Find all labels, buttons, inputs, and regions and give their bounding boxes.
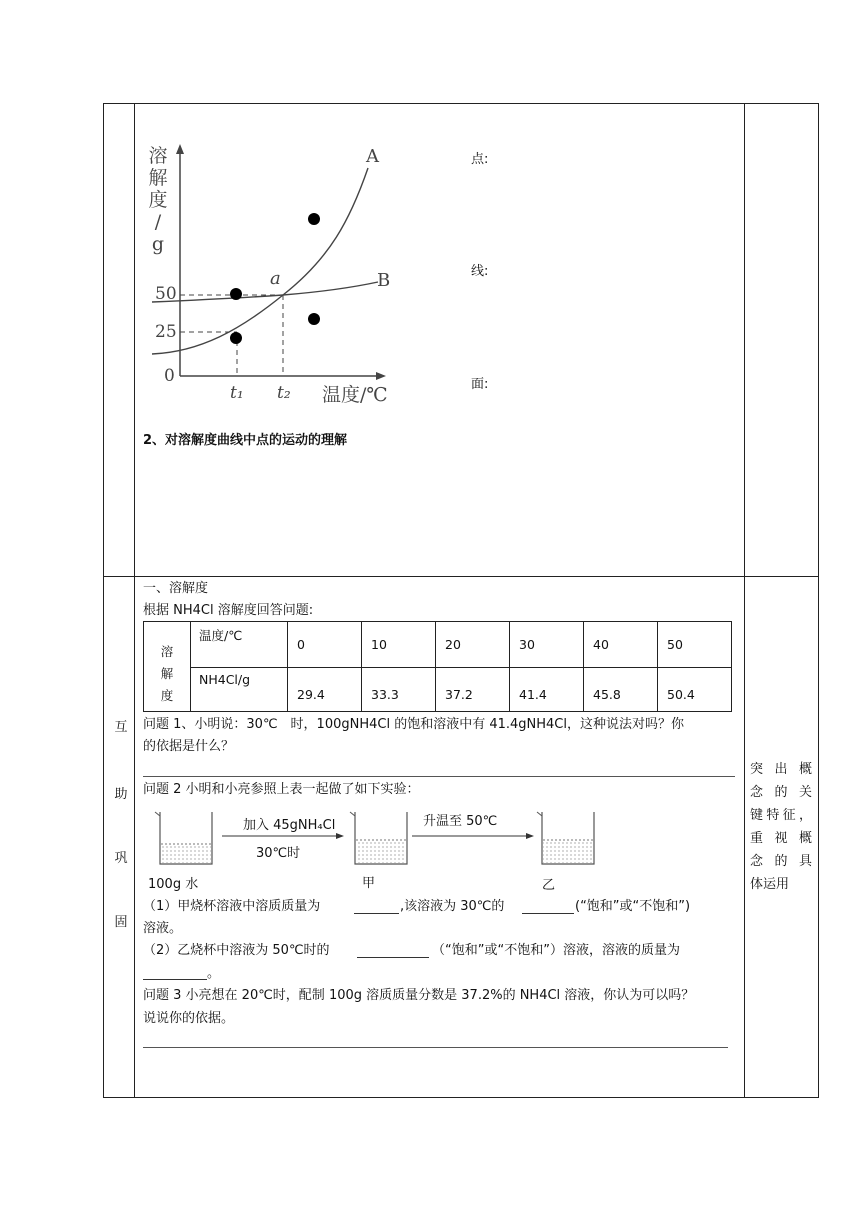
sub1-part-a: （1）甲烧杯溶液中溶质质量为: [143, 899, 321, 914]
left-label-char: 固: [114, 915, 128, 930]
table-top-border: [103, 103, 819, 104]
value-cell: 33.3: [362, 668, 436, 712]
sub1-part-d: 溶液。: [143, 921, 183, 936]
beaker-water: [155, 812, 212, 864]
side-note-line: 重 视 概: [750, 831, 812, 846]
y-tick-25: 25: [155, 322, 177, 342]
side-note-line: 键特征，: [750, 808, 812, 823]
sub2-part-b: （“饱和”或“不饱和”）溶液，溶液的质量为: [432, 943, 680, 958]
q1-line2: 的依据是什么？: [143, 739, 235, 754]
temp-cell: 30: [510, 622, 584, 668]
ylabel-char: 度: [148, 189, 168, 211]
table-left-border: [103, 103, 104, 1098]
value-cell: 37.2: [436, 668, 510, 712]
graph-xlabel: 温度/℃: [322, 384, 388, 406]
add-nh4cl-label: 加入 45gNH₄Cl: [243, 818, 336, 833]
left-label-char: 巩: [114, 851, 128, 866]
curve-b-label: B: [377, 270, 391, 291]
table-bottom-border: [103, 1097, 819, 1098]
y-tick-50: 50: [155, 284, 177, 304]
value-cell: 50.4: [658, 668, 732, 712]
row-header-cell: [144, 622, 191, 712]
q3-line2: 说说你的依据。: [143, 1011, 235, 1026]
note-line: 线:: [471, 264, 489, 279]
q2-line: 问题 2 小明和小亮参照上表一起做了如下实验：: [143, 782, 420, 797]
table-col-divider-2: [744, 103, 745, 1098]
sol-label-cell: NH4Cl/g: [191, 668, 288, 712]
row-header-char: 度: [160, 687, 174, 703]
temp-cell: 20: [436, 622, 510, 668]
dot: [230, 288, 242, 300]
temp-cell: 10: [362, 622, 436, 668]
ylabel-char: g: [151, 233, 165, 255]
sub1-part-c: (“饱和”或“不饱和”): [575, 899, 691, 914]
q3-line1: 问题 3 小亮想在 20℃时，配制 100g 溶质质量分数是 37.2%的 NH4Cl 溶液，你认为可以吗？: [143, 988, 695, 1003]
point-a-label: a: [270, 268, 281, 289]
temp-cell: 0: [288, 622, 362, 668]
row-header-char: 解: [160, 665, 174, 681]
section1-heading: 一、溶解度: [143, 581, 209, 596]
q1-line1: 问题 1、小明说：30℃ 时，100gNH4Cl 的饱和溶液中有 41.4gNH4Cl，这种说法对吗？你: [143, 717, 684, 732]
dot: [308, 213, 320, 225]
x-tick-t2: t₂: [277, 383, 291, 403]
graph-ylabel: [147, 145, 169, 255]
sub1-part-b: ,该溶液为 30℃的: [400, 899, 505, 914]
section2-heading: 2、对溶解度曲线中点的运动的理解: [143, 433, 348, 448]
left-label-char: 互: [114, 720, 128, 735]
sub1-blank-1[interactable]: [354, 912, 399, 914]
left-label: [112, 716, 130, 930]
ylabel-char: 解: [148, 167, 168, 189]
dot: [308, 313, 320, 325]
water-label: 100g 水: [148, 877, 199, 892]
temp-label-cell: 温度/℃: [191, 622, 288, 668]
curve-b: [152, 282, 378, 302]
table-right-border: [818, 103, 819, 1098]
value-cell: 45.8: [584, 668, 658, 712]
left-label-char: 助: [114, 787, 128, 802]
table-mid-border: [103, 576, 819, 577]
table-intro: 根据 NH4Cl 溶解度回答问题:: [143, 603, 314, 618]
solubility-table: [143, 621, 732, 712]
side-note-line: 突 出 概: [750, 762, 812, 777]
sub1-blank-2[interactable]: [522, 912, 574, 914]
beaker-jia: [350, 812, 407, 864]
side-note-line: 念 的 具: [750, 854, 812, 869]
curve-a: [152, 168, 368, 354]
value-cell: 29.4: [288, 668, 362, 712]
beaker-yi: [537, 812, 594, 864]
temp-cell: 50: [658, 622, 732, 668]
temp-30-label: 30℃时: [256, 846, 301, 861]
ylabel-char: 溶: [148, 145, 168, 167]
sub2-part-a: （2）乙烧杯中溶液为 50℃时的: [143, 943, 330, 958]
sub2-blank-2[interactable]: [143, 978, 207, 980]
side-note-line: 体运用: [750, 877, 790, 892]
q1-answer-line[interactable]: [143, 776, 735, 777]
note-point: 点:: [471, 152, 489, 167]
note-surface: 面:: [471, 377, 489, 392]
sub2-end: 。: [207, 966, 221, 981]
temp-cell: 40: [584, 622, 658, 668]
beaker-jia-label: 甲: [362, 876, 376, 891]
side-note: [750, 758, 812, 896]
row-header-char: 溶: [160, 643, 174, 659]
sub2-blank-1[interactable]: [357, 956, 429, 958]
dot: [230, 332, 242, 344]
curve-a-label: A: [366, 146, 379, 167]
beaker-yi-label: 乙: [542, 878, 556, 893]
side-note-line: 念 的 关: [750, 785, 812, 800]
x-tick-t1: t₁: [230, 383, 244, 403]
experiment-diagram: [150, 806, 610, 876]
value-cell: 41.4: [510, 668, 584, 712]
ylabel-char: /: [154, 211, 162, 233]
heat-label: 升温至 50℃: [423, 814, 498, 829]
q3-answer-line[interactable]: [143, 1047, 728, 1048]
table-col-divider-1: [134, 103, 135, 1098]
y-tick-0: 0: [164, 366, 175, 386]
